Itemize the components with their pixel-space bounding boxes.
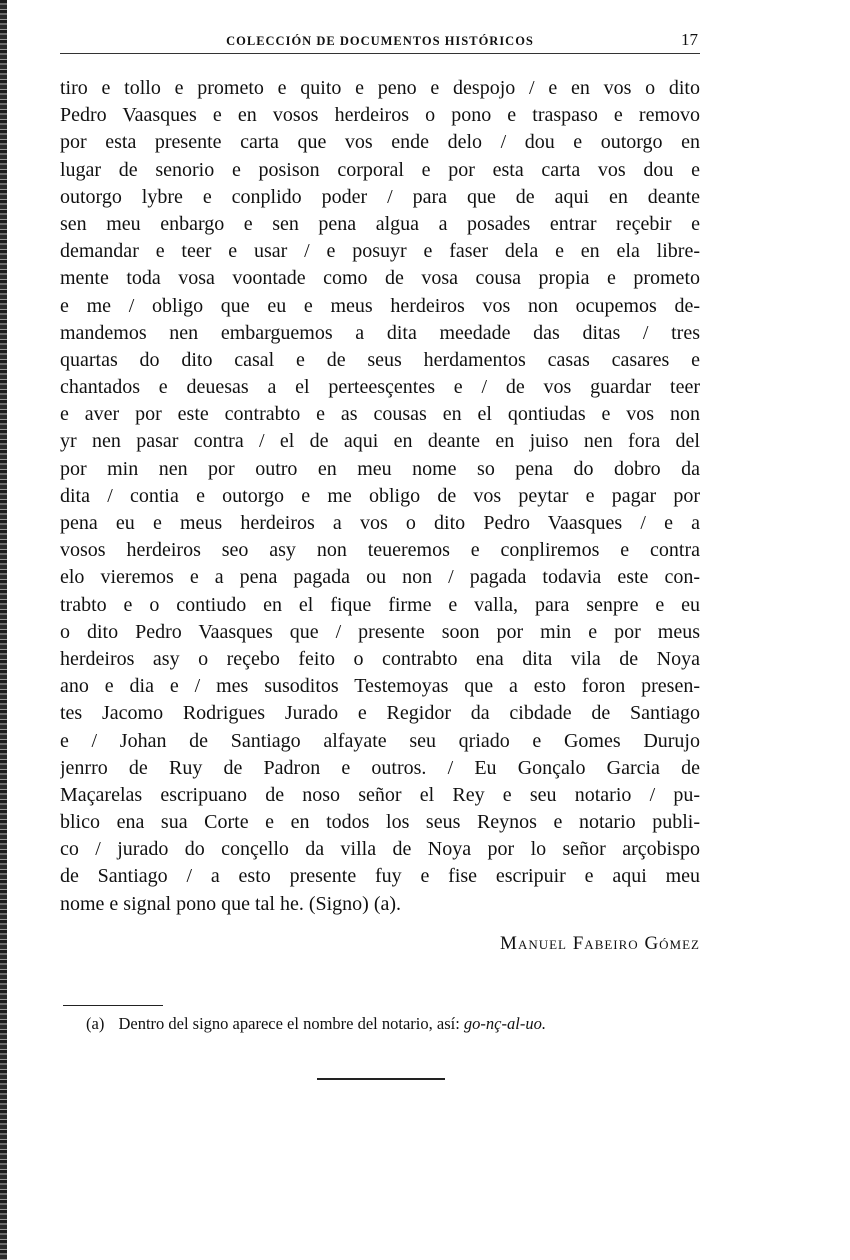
text-line: chantados e deuesas a el perteesçentes e / de vos guardar teer [60, 376, 700, 399]
text-line: lugar de senorio e posison corporal e por esta carta vos dou e [60, 158, 700, 181]
text-line: jenrro de Ruy de Padron e outros. / Eu Gonçalo Garcia de [60, 756, 700, 779]
text-line: e me / obligo que eu e meus herdeiros vos non ocupemos de- [60, 294, 700, 317]
running-title: COLECCIÓN DE DOCUMENTOS HISTÓRICOS [226, 34, 534, 48]
text-line: herdeiros asy o reçebo feito o contrabto ena dita vila de Noya [60, 647, 700, 670]
text-line: demandar e teer e usar / e posuyr e faser dela e en ela libre- [60, 240, 700, 263]
footnote [86, 1014, 700, 1034]
end-rule [317, 1078, 445, 1080]
text-line: pena eu e meus herdeiros a vos o dito Pedro Vaasques / e a [60, 512, 700, 534]
text-line: de Santiago / a esto presente fuy e fise escripuir e aqui meu [60, 865, 700, 888]
page-header [60, 30, 700, 54]
text-line: e / Johan de Santiago alfayate seu qriado e Gomes Durujo [60, 729, 700, 752]
footnote-mark: (a) [86, 1014, 105, 1033]
text-line: mente toda vosa voontade como de vosa cousa propia e prometo [60, 267, 700, 290]
text-line: blico ena sua Corte e en todos los seus Reynos e notario publi- [60, 811, 700, 834]
text-line: elo vieremos e a pena pagada ou non / pagada todavia este con- [60, 566, 700, 589]
text-line: o dito Pedro Vaasques que / presente soon por min e por meus [60, 620, 700, 643]
text-line: por min nen por outro en meu nome so pena do dobro da [60, 457, 700, 480]
text-line: Maçarelas escripuano de noso señor el Rey e seu notario / pu- [60, 783, 700, 806]
book-spine-edge [0, 0, 7, 1260]
text-line: mandemos nen embarguemos a dita meedade das ditas / tres [60, 321, 700, 344]
text-line: co / jurado do conçello da villa de Noya por lo señor arçobispo [60, 838, 700, 861]
page-number: 17 [681, 30, 698, 49]
document-body [60, 75, 700, 918]
text-line: nome e signal pono que tal he. (Signo) (a). [60, 892, 402, 915]
text-line: vosos herdeiros seo asy non teueremos e conpliremos e contra [60, 539, 700, 562]
text-line: outorgo lybre e conplido poder / para que de aqui en deante [60, 185, 700, 208]
text-line: por esta presente carta que vos ende delo / dou e outorgo en [60, 131, 700, 154]
text-line: trabto e o contiudo en el fique firme e valla, para senpre e eu [60, 593, 700, 616]
text-line: tiro e tollo e prometo e quito e peno e despojo / e en vos o dito [60, 77, 700, 99]
text-line: Pedro Vaasques e en vosos herdeiros o pono e traspaso e removo [60, 104, 700, 127]
footnote-rule [63, 1005, 163, 1006]
text-line: sen meu enbargo e sen pena algua a posades entrar reçebir e [60, 212, 700, 235]
text-line: tes Jacomo Rodrigues Jurado e Regidor da cibdade de Santiago [60, 702, 700, 725]
text-line: quartas do dito casal e de seus herdamentos casas casares e [60, 348, 700, 371]
header-rule [60, 53, 700, 54]
footnote-signo-name: go-nç-al-uo. [463, 1014, 546, 1033]
footnote-text: Dentro del signo aparece el nombre del notario, así: [118, 1014, 460, 1033]
text-line: ano e dia e / mes susoditos Testemoyas que a esto foron presen- [60, 675, 700, 698]
text-line: dita / contia e outorgo e me obligo de vos peytar e pagar por [60, 484, 700, 507]
text-line: e aver por este contrabto e as cousas en el qontiudas e vos non [60, 403, 700, 426]
author-signature: Manuel Fabeiro Gómez [500, 933, 700, 954]
text-line: yr nen pasar contra / el de aqui en deante en juiso nen fora del [60, 430, 700, 453]
